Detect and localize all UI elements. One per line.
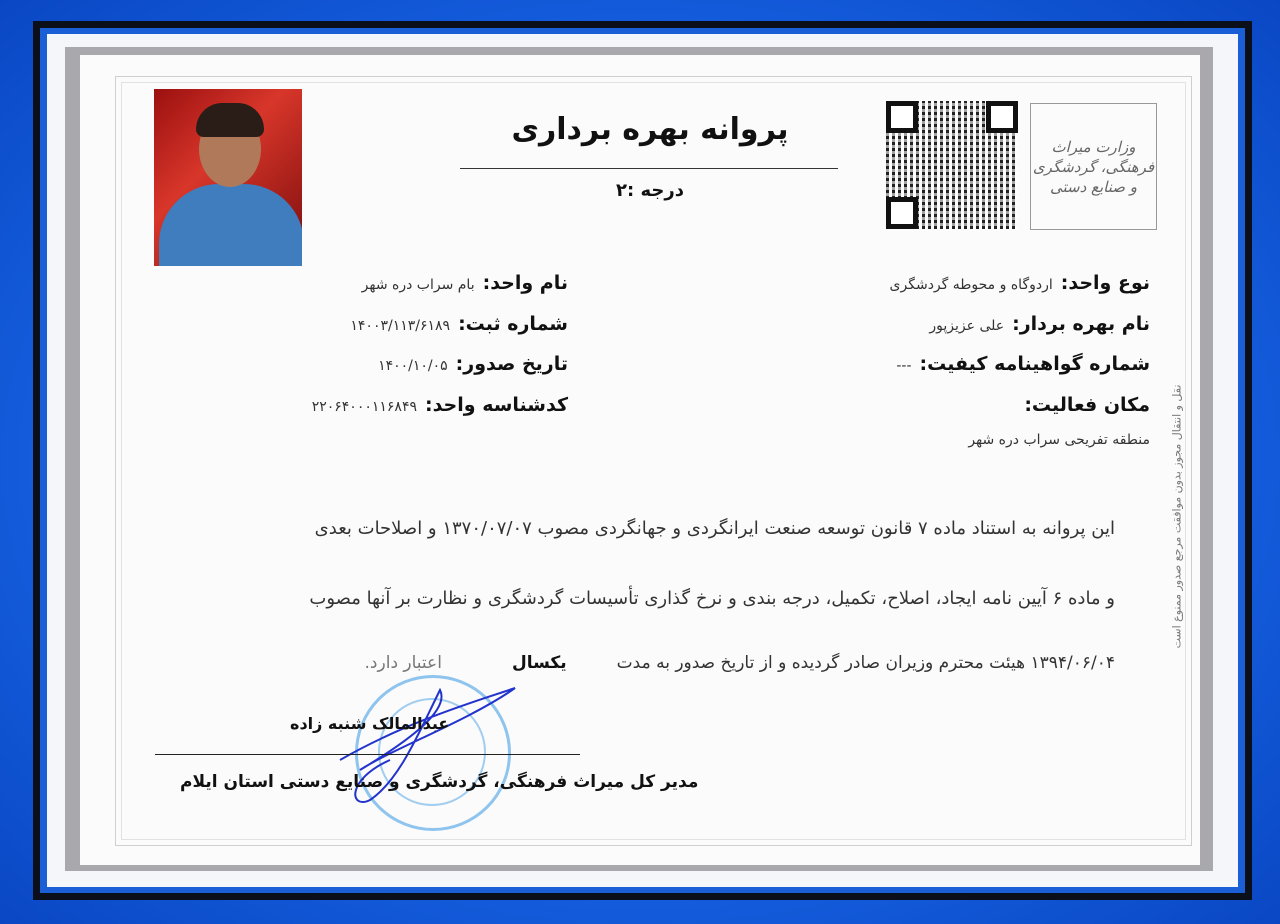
validity-period: یکسال	[511, 653, 567, 673]
field-unit-name: نام واحد:بام سراب دره شهر	[361, 272, 568, 294]
side-note: نقل و انتقال مجوز بدون موافقت مرجع صدور ممنوع است	[1170, 384, 1184, 649]
field-activity-place: مکان فعالیت:	[1024, 394, 1150, 416]
activity-place-value: منطقه تفریحی سراب دره شهر	[968, 432, 1150, 448]
qr-corner	[886, 101, 918, 133]
title-divider	[460, 168, 838, 169]
signatory-position: مدیر کل میراث فرهنگی، گردشگری و صنایع دستی استان ایلام	[180, 772, 699, 792]
ministry-logo: وزارت میراث فرهنگی، گردشگری و صنایع دستی	[1030, 103, 1157, 230]
signatory-name: عبدالمالک شنبه زاده	[290, 714, 450, 733]
body-line-3: ۱۳۹۴/۰۶/۰۴ هیئت محترم وزیران صادر گردیده و از تاریخ صدور به مدتیکسالاعتبار دارد.	[364, 653, 1115, 673]
qr-corner	[986, 101, 1018, 133]
field-unit-id: کدشناسه واحد:۲۲۰۶۴۰۰۰۱۱۶۸۴۹	[311, 394, 568, 416]
field-operator-name: نام بهره بردار:علی عزیزپور	[929, 313, 1150, 335]
body-line-1: این پروانه به استناد ماده ۷ قانون توسعه صنعت ایرانگردی و جهانگردی مصوب ۱۳۷۰/۰۷/۰۷ و اصلاحات بعدی	[314, 518, 1115, 539]
holder-photo	[154, 89, 302, 266]
field-registration-no: شماره ثبت:۱۴۰۰۳/۱۱۳/۶۱۸۹	[350, 313, 568, 335]
certificate-title: پروانه بهره برداری	[511, 112, 789, 147]
grade: درجه :۲	[616, 180, 684, 201]
signature-line	[155, 754, 580, 755]
field-quality-cert: شماره گواهینامه کیفیت:---	[896, 353, 1150, 375]
field-issue-date: تاریخ صدور:۱۴۰۰/۱۰/۰۵	[378, 353, 568, 375]
field-unit-type: نوع واحد:اردوگاه و محوطه گردشگری	[889, 272, 1150, 294]
qr-corner	[886, 197, 918, 229]
body-line-2: و ماده ۶ آیین نامه ایجاد، اصلاح، تکمیل، درجه بندی و نرخ گذاری تأسیسات گردشگری و نظارت بر آنها مصوب	[309, 588, 1115, 609]
